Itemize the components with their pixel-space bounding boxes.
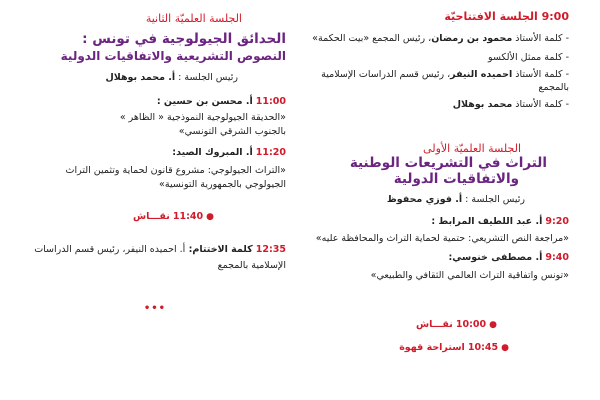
closing-time: 12:35 — [255, 244, 286, 255]
session2-talk-2-title-line1: «التراث الجيولوجي: مشروع قانون لحماية وتثمين التراث — [65, 165, 286, 176]
opening-session-heading — [444, 10, 569, 23]
session2-title-line2: النصوص التشريعية والاتفاقيات الدولية — [60, 49, 286, 63]
opening-item-1: - كلمة الأستاذ محمود بن رمضان، رئيس المجمع «بيت الحكمة» — [312, 33, 569, 44]
chair-name: أ. فوزي محفوظ — [386, 194, 463, 205]
speaker-name: أ. عبد اللطيف المرابط : — [431, 216, 543, 227]
session1-title-line1: التراث في التشريعات الوطنية — [349, 155, 547, 171]
session1-chair: رئيس الجلسة : أ. فوزي محفوظ — [386, 194, 525, 205]
bullet-dot-icon: ● — [489, 320, 497, 330]
chair-name: أ. محمد بوهلال — [105, 72, 176, 83]
opening-time: 9:00 — [541, 10, 569, 23]
session2-closing-line2: الإسلامية بالمجمع — [217, 260, 286, 271]
session2-chair: رئيس الجلسة : أ. محمد بوهلال — [105, 72, 238, 83]
session2-discussion: ● 11:40 نقـــاش — [133, 211, 214, 222]
talk-time: 11:20 — [255, 147, 286, 158]
session1-title-line2: والاتفاقيات الدولية — [393, 171, 519, 187]
end-marks: ••• — [143, 303, 166, 314]
speaker-name: احميده النيفر — [450, 69, 513, 80]
opening-item-3: - كلمة الأستاذ احميده النيفر، رئيس قسم الدراسات الإسلامية بالمجمع — [321, 69, 569, 93]
session2-talk-2 — [172, 146, 286, 159]
session2-heading: الجلسة العلميّة الثانية — [145, 12, 242, 25]
speaker-name: أ. محسن بن حسين : — [156, 96, 253, 107]
talk-time: 9:40 — [545, 252, 569, 263]
session2-talk-1-title-line1: «الحديقة الجيولوجية النموذجية « الظاهر » — [119, 112, 286, 123]
talk-time: 9:20 — [545, 216, 569, 227]
opening-title: الجلسة الافتتاحيّة — [444, 10, 538, 23]
session1-talk-2 — [448, 251, 569, 264]
session2-talk-1-title-line2: بالجنوب الشرقي التونسي» — [178, 126, 286, 137]
bullet-dot-icon: ● — [206, 212, 214, 222]
opening-item-2: - كلمة ممثل الألكسو — [488, 52, 569, 63]
speaker-name: أ. المبروك الصيد: — [172, 147, 253, 158]
session1-talk-2-title: «تونس واتفاقية التراث العالمي الثقافي والطبيعي» — [370, 270, 569, 281]
opening-item-4: - كلمة الأستاذ محمد بوهلال — [452, 99, 569, 110]
speaker-name: محمد بوهلال — [452, 99, 513, 110]
talk-time: 11:00 — [255, 96, 286, 107]
session2-title-line1: الحدائق الجيولوجية في تونس : — [82, 31, 286, 47]
session1-break: ● 10:45 استراحة قهوة — [399, 342, 509, 353]
session2-talk-1 — [157, 95, 286, 108]
session1-heading: الجلسة العلميّة الأولى — [423, 142, 521, 155]
session1-talk-1-title: «مراجعة النص التشريعي: حتمية لحماية التراث والمحافظة عليه» — [315, 233, 569, 244]
session2-closing: 12:35 كلمة الاختتام: أ. احميده النيفر، رئيس قسم الدراسات — [34, 244, 286, 255]
speaker-name: أ. مصطفى خنوسي: — [448, 252, 543, 263]
speaker-name: محمود بن رمضان — [431, 33, 513, 44]
session1-discussion: ● 10:00 نقـــاش — [416, 319, 497, 330]
session1-talk-1 — [431, 215, 569, 228]
bullet-dot-icon: ● — [501, 343, 509, 353]
session2-talk-2-title-line2: الجيولوجي بالجمهورية التونسية» — [159, 179, 286, 190]
